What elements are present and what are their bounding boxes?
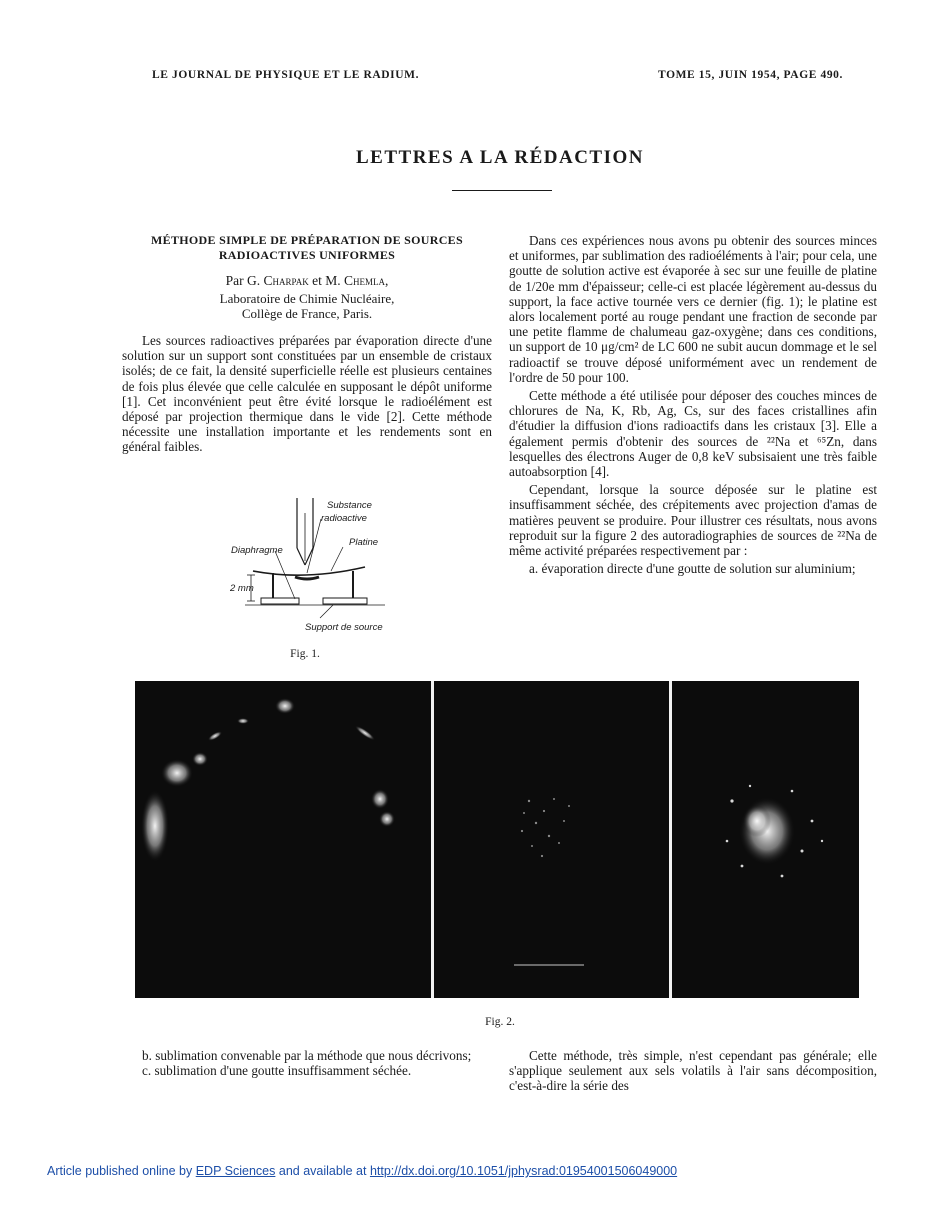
journal-name: LE JOURNAL DE PHYSIQUE ET LE RADIUM. — [152, 69, 420, 81]
figure-2-photographs — [135, 681, 859, 998]
byline-end: , — [384, 273, 389, 288]
article-title-line2: RADIOACTIVES UNIFORMES — [218, 248, 396, 262]
intro-paragraph — [122, 333, 492, 455]
author-2: Chemla — [343, 273, 385, 288]
label-2mm: 2 mm — [230, 583, 254, 594]
affiliation-1: Laboratoire de Chimie Nucléaire, — [219, 291, 395, 306]
paragraph: Cependant, lorsque la source déposée sur le platine est insuffisamment séchée, des crépitements avec projection d'amas de matières peuvent se produire. Pour illustrer ces résultats, nous avons reproduit sur la figure 2 des autoradiographies de sources de ²²Na de même activité préparées respectivement par : — [509, 482, 877, 559]
bottom-right-column — [509, 1048, 877, 1094]
left-column — [122, 233, 492, 455]
paragraph: Cette méthode, très simple, n'est cependant pas générale; elle s'applique seulement aux sels volatils à l'air sans décomposition, c'est-à-dire la série des — [509, 1048, 877, 1094]
label-diaphragme: Diaphragme — [231, 545, 283, 556]
autoradiograph-a-image — [135, 681, 431, 998]
doi-link[interactable]: http://dx.doi.org/10.1051/jphysrad:01954001506049000 — [369, 1164, 678, 1178]
edp-sciences-link[interactable]: EDP Sciences — [195, 1164, 276, 1178]
label-support: Support de source — [305, 622, 383, 633]
affiliation-2: Collège de France, Paris. — [241, 306, 373, 321]
byline-par: Par G. — [225, 273, 261, 288]
author-1: Charpak — [263, 273, 309, 288]
byline-et: et M. — [312, 273, 341, 288]
section-title: LETTRES A LA RÉDACTION — [356, 147, 644, 168]
paragraph: Les sources radioactives préparées par évaporation directe d'une solution sur un support sont constituées par un ensemble de cristaux isolés; de ce fait, la densité superficielle réelle est plusieurs centaines de fois plus élevée que celle calculée en supposant le dépôt uniforme [1]. Cet inconvénient peut être évité lorsque le radioélément est déposé par projection thermique dans le vide [2]. Cette méthode nécessite une installation importante et les rendements sont en général faibles. — [122, 333, 492, 455]
list-item-a: a. évaporation directe d'une goutte de solution sur aluminium; — [529, 561, 856, 577]
label-substance: Substance — [327, 500, 372, 511]
list-item-b: b. sublimation convenable par la méthode que nous décrivons; — [142, 1048, 472, 1063]
autoradiograph-b — [434, 681, 669, 998]
figure-1-diagram — [225, 493, 405, 638]
issue-info: TOME 15, JUIN 1954, PAGE 490. — [658, 69, 844, 81]
publication-footer — [47, 1164, 677, 1178]
label-radioactive: radioactive — [321, 513, 367, 524]
figure-2-caption: Fig. 2. — [485, 1016, 515, 1028]
right-column — [509, 233, 877, 576]
title-rule — [452, 190, 552, 191]
autoradiograph-b-image — [434, 681, 669, 998]
paragraph: Cette méthode a été utilisée pour déposer des couches minces de chlorures de Na, K, Rb, Ag, Cs, sur des faces cristallines afin d'étudier la diffusion d'ions radioactifs dans les cristaux [3]. Elle a également permis d'obtenir des sources de ²²Na et ⁶⁵Zn, dans lesquelles des électrons Auger de 0,8 keV subsisaient une très faible autoabsorption [4]. — [509, 388, 877, 480]
paragraph: Dans ces expériences nous avons pu obtenir des sources minces et uniformes, par sublimation des radioéléments à l'air; pour cela, une goutte de solution active est évaporée à sec sur une feuille de platine de 1/20e mm d'épaisseur; celle-ci est placée légèrement au-dessus du support, la face active tournée vers ce dernier (fig. 1); le platine est alors localement porté au rouge pendant une fraction de seconde par une petite flamme de chalumeau gaz-oxygène; dans ces conditions, un support de 10 μg/cm² de LC 600 ne subit aucun dommage et le sel radioactif se trouve déposé uniformément avec un rendement de l'ordre de 50 pour 100. — [509, 233, 877, 385]
bottom-left-column — [122, 1048, 490, 1078]
byline — [122, 273, 492, 288]
autoradiograph-c — [672, 681, 859, 998]
label-platine: Platine — [349, 537, 379, 548]
autoradiograph-c-image — [672, 681, 859, 998]
list-item-c: c. sublimation d'une goutte insuffisamment séchée. — [142, 1063, 412, 1079]
figure-1-caption: Fig. 1. — [290, 648, 320, 660]
footer-middle: and available at — [278, 1164, 367, 1178]
autoradiograph-a — [135, 681, 431, 998]
article-title-line1: MÉTHODE SIMPLE DE PRÉPARATION DE SOURCES — [151, 233, 463, 247]
footer-prefix: Article published online by — [47, 1164, 193, 1178]
